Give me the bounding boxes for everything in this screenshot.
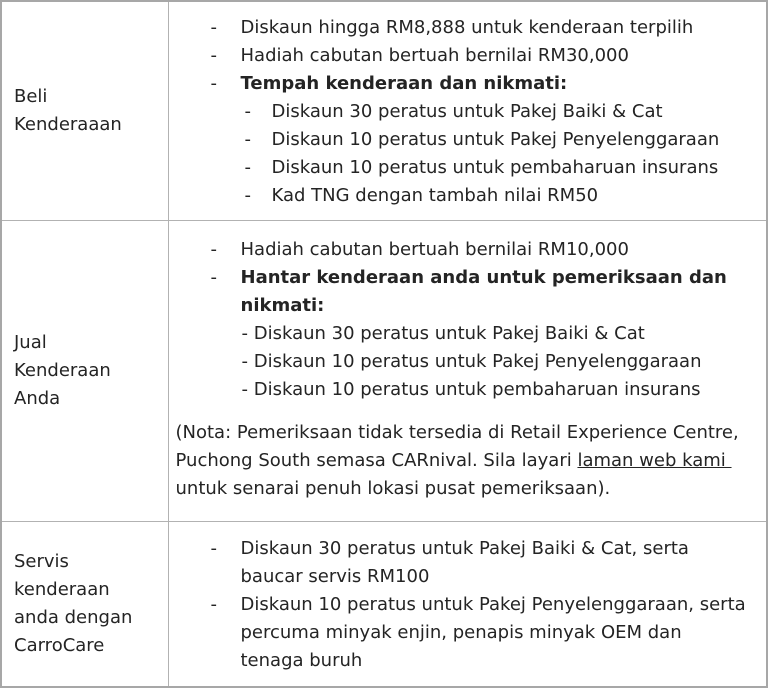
website-link[interactable]: laman web kami — [577, 449, 732, 471]
row-label-line: Jual — [14, 331, 47, 353]
sub-bullet-item — [169, 182, 767, 210]
table-row-beli-kenderaan — [1, 1, 767, 220]
sub-bullet-text: Kad TNG dengan tambah nilai RM50 — [271, 185, 599, 206]
dash-text-line: - Diskaun 30 peratus untuk Pakej Baiki & Cat — [241, 322, 645, 344]
sub-bullet-text: Diskaun 30 peratus untuk Pakej Baiki & Cat — [271, 101, 663, 122]
dash-bullet-icon: - — [210, 45, 217, 66]
dash-bullet-icon: - — [210, 537, 217, 559]
bullet-item — [169, 591, 767, 675]
row-label-line: kenderaan — [14, 578, 110, 600]
dash-text-line: - Diskaun 10 peratus untuk pembaharuan insurans — [241, 378, 701, 400]
note-line: (Nota: Pemeriksaan tidak tersedia di Retail Experience Centre, — [175, 421, 739, 443]
bullet-text — [241, 591, 753, 675]
row-label-cell-beli — [1, 1, 168, 220]
dash-text-line: - Diskaun 10 peratus untuk Pakej Penyelenggaraan — [241, 350, 702, 372]
note-line-prefix: Puchong South semasa CARnival. Sila layari — [175, 449, 578, 471]
dash-bullet-icon: - — [244, 101, 251, 122]
dash-bullet-icon: - — [210, 266, 217, 288]
row-label-line: Anda — [14, 387, 61, 409]
bullet-text-line: Diskaun 10 peratus untuk Pakej Penyelenggaraan, serta — [240, 593, 746, 615]
dash-bullet-icon: - — [210, 593, 217, 615]
row-content-cell-servis — [168, 521, 767, 687]
sub-bullet-item — [169, 154, 767, 182]
note-line: untuk senarai penuh lokasi pusat pemeriksaan). — [175, 477, 611, 499]
bullet-item — [169, 14, 767, 42]
bullet-text-line: Diskaun 30 peratus untuk Pakej Baiki & Cat, serta — [240, 537, 689, 559]
sub-bullet-item — [169, 98, 767, 126]
bullet-text-line: baucar servis RM100 — [240, 565, 430, 587]
bullet-item — [169, 70, 767, 98]
dash-bullet-icon: - — [244, 185, 251, 206]
row-content-cell-jual — [168, 220, 767, 521]
bullet-text-bold — [241, 264, 753, 320]
row-label-cell-servis — [1, 521, 168, 687]
row-label-line: Beli — [14, 85, 48, 107]
bullet-text-bold: Tempah kenderaan dan nikmati: — [240, 73, 568, 94]
bullet-text — [241, 535, 753, 591]
table-row-jual-kenderaan — [1, 220, 767, 521]
note-paragraph — [169, 419, 767, 503]
row-label-cell-jual — [1, 220, 168, 521]
bullet-text: Hadiah cabutan bertuah bernilai RM10,000 — [240, 238, 629, 260]
bullet-text-line: percuma minyak enjin, penapis minyak OEM dan — [240, 621, 682, 643]
sub-bullet-text: Diskaun 10 peratus untuk pembaharuan insurans — [271, 157, 719, 178]
bullet-item — [169, 42, 767, 70]
row-label-beli — [2, 83, 168, 139]
row-label-line: Kenderaan — [14, 359, 111, 381]
bullet-text-line: Hantar kenderaan anda untuk pemeriksaan dan — [240, 266, 727, 288]
dash-bullet-icon: - — [244, 129, 251, 150]
row-label-jual — [2, 329, 168, 413]
dash-bullet-icon: - — [210, 238, 217, 260]
bullet-text: Hadiah cabutan bertuah bernilai RM30,000 — [240, 45, 629, 66]
row-label-line: CarroCare — [14, 634, 105, 656]
bullet-text-line: nikmati: — [240, 294, 325, 316]
note-line — [176, 447, 751, 475]
row-label-line: Kenderaaan — [14, 113, 122, 135]
row-label-line: Servis — [14, 550, 69, 572]
sub-bullet-item — [169, 126, 767, 154]
sub-bullet-text: Diskaun 10 peratus untuk Pakej Penyelenggaraan — [271, 129, 720, 150]
dash-bullet-icon: - — [244, 157, 251, 178]
table-row-servis-carrocare — [1, 521, 767, 687]
bullet-text-line: tenaga buruh — [240, 649, 363, 671]
bullet-item — [169, 535, 767, 591]
dash-bullet-icon: - — [210, 73, 217, 94]
bullet-text: Diskaun hingga RM8,888 untuk kenderaan terpilih — [240, 17, 694, 38]
row-label-servis — [2, 548, 168, 660]
bullet-item — [169, 236, 767, 264]
bullet-item — [169, 264, 767, 320]
row-content-cell-beli — [168, 1, 767, 220]
row-label-line: anda dengan — [14, 606, 133, 628]
dash-bullet-icon: - — [210, 17, 217, 38]
